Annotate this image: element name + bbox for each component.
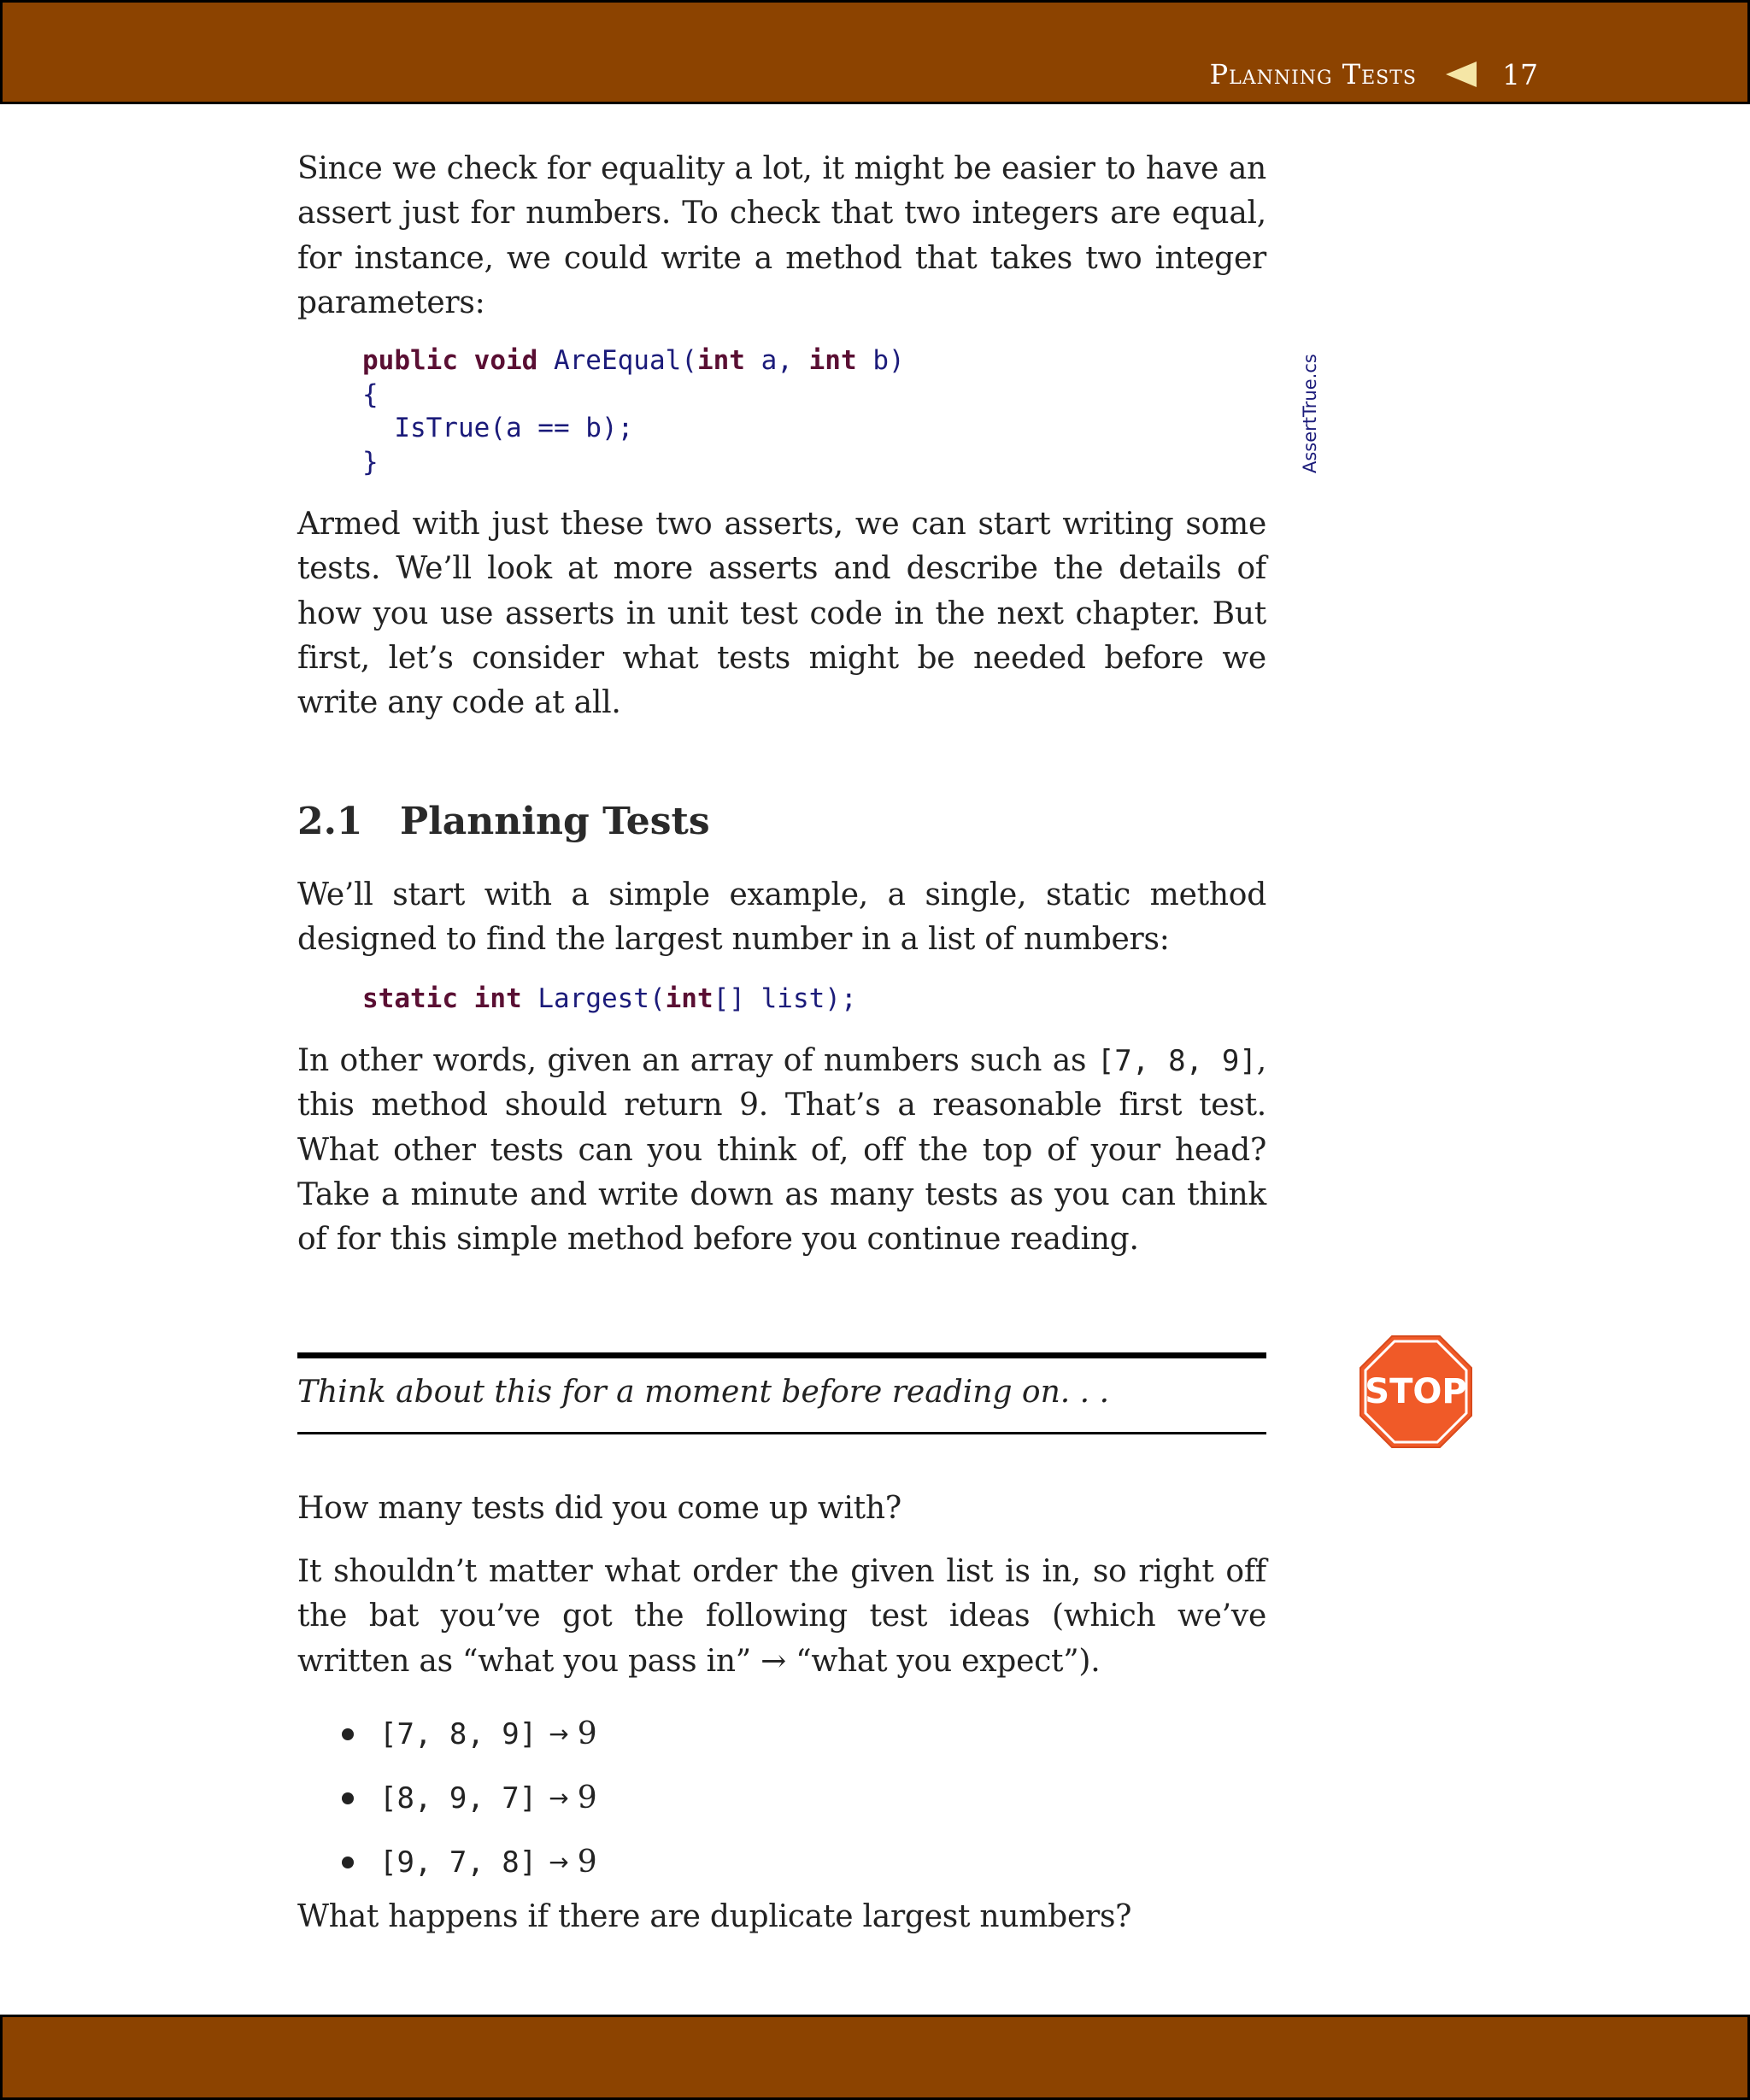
test-expected: 9 (577, 1780, 597, 1816)
left-triangle-icon (1446, 62, 1477, 87)
paragraph-other-words (297, 1039, 1266, 1262)
footer-band (0, 2015, 1750, 2100)
bullet-icon (342, 1792, 354, 1804)
test-input: [8, 9, 7] (379, 1780, 537, 1816)
margin-note (1297, 354, 1323, 473)
paragraph-armed: Armed with just these two asserts, we can start writing some tests. We’ll look at more asserts and describe the details of how you use asserts in unit test code in the next chapter. But first, let’s consider what tests might be needed before we write any code at all. (297, 507, 1266, 721)
bullet-icon (342, 1728, 354, 1740)
test-expected: 9 (577, 1716, 597, 1751)
section-title: Planning Tests (400, 800, 710, 843)
page-number: 17 (1502, 57, 1538, 91)
code-keyword: int (808, 345, 857, 376)
code-text: IsTrue(a == b); (362, 413, 634, 443)
code-keyword: int (696, 345, 745, 376)
code-keyword: int (473, 983, 522, 1014)
inline-code: [7, 8, 9] (1096, 1044, 1257, 1078)
list-item (342, 1702, 597, 1766)
code-block-largest (362, 983, 857, 1017)
code-text: [] list); (713, 983, 857, 1014)
code-keyword: public (362, 345, 458, 376)
code-keyword: static (362, 983, 458, 1014)
code-text: { (362, 378, 379, 410)
test-ideas-list (342, 1702, 597, 1894)
paragraph-simple-example: We’ll start with a simple example, a single, static method designed to find the largest number in a list of numbers: (297, 877, 1266, 958)
running-head-title: Planning Tests (1209, 58, 1417, 91)
callout-bottom-rule (297, 1432, 1266, 1434)
test-input: [9, 7, 8] (379, 1845, 537, 1880)
section-number: 2.1 (297, 800, 363, 843)
margin-note-filename: AssertTrue.cs (1300, 354, 1320, 473)
code-text: a, (760, 345, 793, 376)
paragraph-how-many: How many tests did you come up with? (297, 1491, 901, 1526)
list-item (342, 1830, 597, 1894)
test-expected: 9 (577, 1844, 597, 1880)
stop-sign-label: STOP (1365, 1372, 1467, 1411)
stop-sign-icon (1359, 1334, 1473, 1449)
bullet-icon (342, 1857, 354, 1868)
paragraph-duplicates: What happens if there are duplicate largest numbers? (297, 1899, 1132, 1934)
code-text: } (362, 446, 379, 478)
code-block-areequal (362, 344, 905, 479)
code-text: b) (872, 345, 905, 376)
paragraph-text: In other words, given an array of numbers such as (297, 1043, 1097, 1078)
running-head (1111, 53, 1538, 96)
paragraph-intro: Since we check for equality a lot, it might be easier to have an assert just for numbers. To check that two integers are equal, for instance, we could write a method that takes two integer parameters: (297, 151, 1266, 320)
code-text: Largest( (537, 983, 666, 1014)
paragraph-text: , this method should return 9. That’s a reasonable first test. What other tests can you think of, off the top of your head? Take a minute and write down as many tests as you can think of for this simple method before you continue reading. (297, 1043, 1266, 1258)
list-item (342, 1766, 597, 1830)
test-input: [7, 8, 9] (379, 1716, 537, 1751)
arrow-icon: → (549, 1719, 569, 1748)
code-keyword: void (473, 345, 538, 376)
code-text: AreEqual( (553, 345, 697, 376)
section-heading (297, 796, 710, 848)
callout-top-rule (297, 1352, 1266, 1358)
code-keyword: int (665, 983, 714, 1014)
paragraph-order: It shouldn’t matter what order the given list is in, so right off the bat you’ve got the following test ideas (which we’ve written as “what you pass in” → “what you expect”). (297, 1554, 1266, 1679)
arrow-icon: → (549, 1783, 569, 1812)
callout-text: Think about this for a moment before reading on. . . (297, 1375, 1110, 1410)
arrow-icon: → (549, 1847, 569, 1876)
